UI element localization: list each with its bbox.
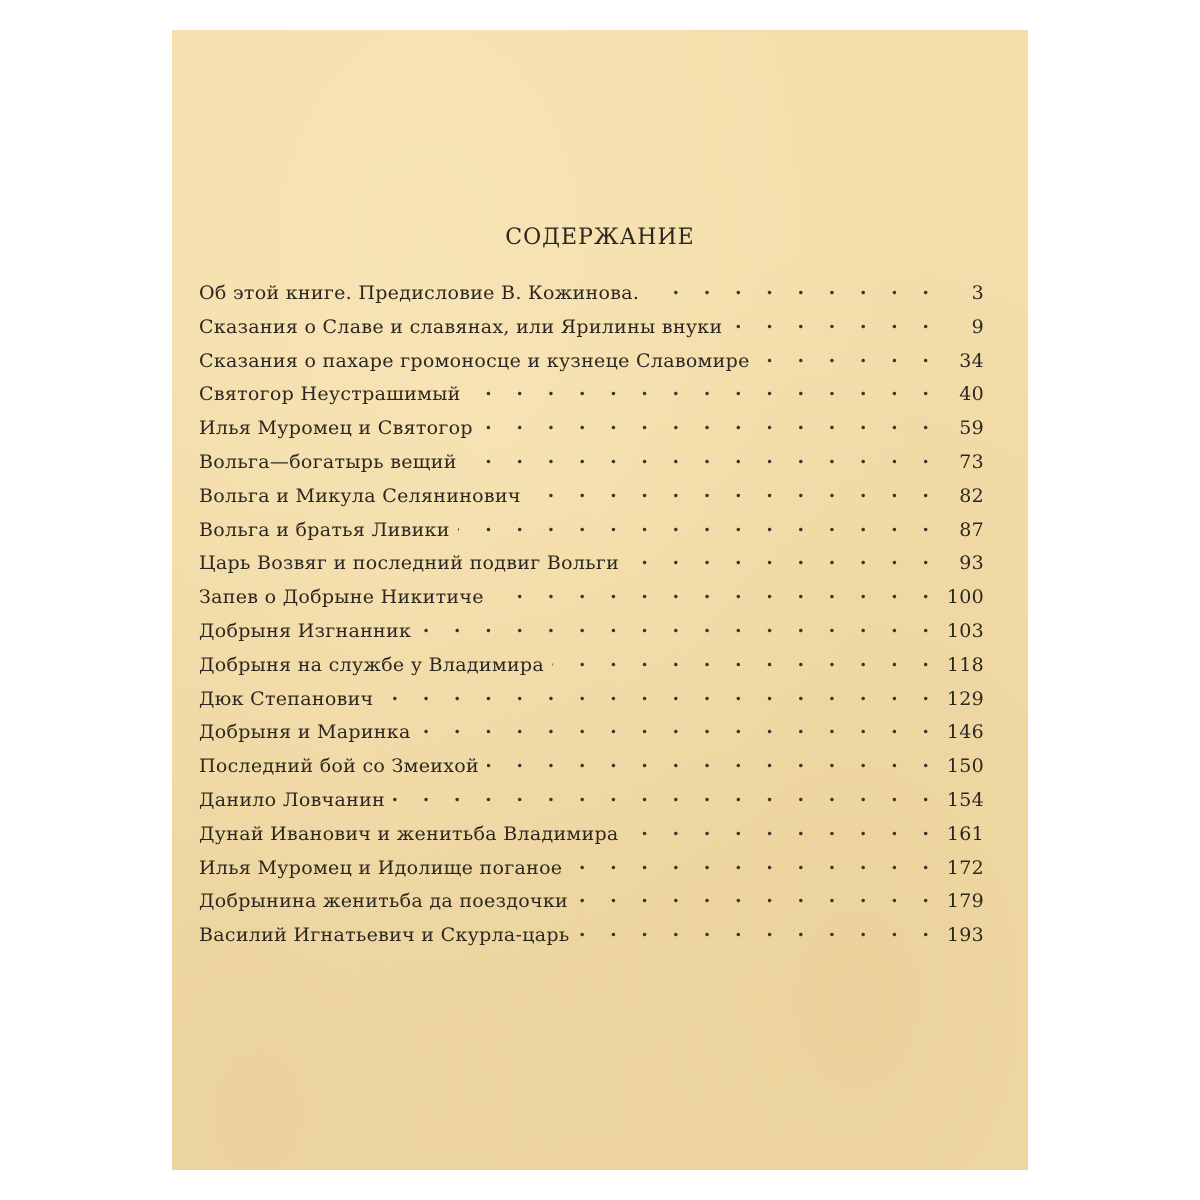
toc-entry-title: Добрынина женитьба да поездочки (199, 890, 568, 913)
toc-entry-title: Святогор Неустрашимый (199, 383, 461, 406)
toc-entry (199, 311, 984, 345)
toc-entry-title: Дунай Иванович и женитьба Владимира (199, 822, 619, 845)
toc-entry-title: Царь Возвяг и последний подвиг Вольги (199, 552, 620, 575)
toc-entry (199, 885, 984, 919)
toc-entry (199, 412, 984, 446)
dot-leader (730, 311, 938, 333)
dot-leader (393, 784, 938, 806)
book-page (172, 30, 1028, 1170)
toc-entry-title: Об этой книге. Предисловие В. Кожинова. (199, 282, 640, 304)
toc-entry-page: 93 (959, 552, 984, 575)
toc-entry-page: 150 (946, 755, 984, 778)
toc-entry (199, 446, 984, 480)
toc-entry (199, 581, 984, 615)
toc-entry-title: Последний бой со Змеихой (199, 755, 479, 778)
toc-entry-page: 154 (946, 788, 984, 811)
dot-leader (570, 852, 938, 874)
toc-entry-title: Илья Муромец и Святогор (199, 417, 473, 440)
dot-leader (529, 480, 938, 502)
toc-entry (199, 345, 984, 379)
toc-entry-title: Запев о Добрыне Никитиче (199, 586, 484, 609)
dot-leader (469, 378, 938, 400)
toc-entry-title: Добрыня на службе у Владимира (199, 653, 544, 676)
toc-entry-title: Данило Ловчанин (199, 788, 386, 811)
dot-leader (481, 412, 938, 434)
toc-entry-page: 100 (946, 586, 984, 609)
toc-entry-page: 82 (959, 484, 984, 507)
toc-entry (199, 784, 984, 818)
toc-entry-page: 179 (946, 890, 984, 913)
toc-entry-page: 129 (946, 687, 984, 710)
toc-entry-title: Добрыня и Маринка (199, 721, 411, 744)
toc-entry (199, 480, 984, 514)
toc-entry-title: Вольга—богатырь вещий (199, 450, 457, 473)
dot-leader (419, 716, 938, 738)
toc-entry-page: 146 (946, 721, 984, 744)
toc-entry-title: Сказания о Славе и славянах, или Ярилины внуки (199, 315, 723, 338)
toc-entry (199, 716, 984, 750)
toc-entry-page: 3 (971, 282, 984, 304)
dot-leader (647, 277, 938, 299)
toc-entry-page: 73 (959, 450, 984, 473)
dot-leader (487, 750, 938, 772)
toc-entry-page: 40 (959, 383, 984, 406)
toc-entry-page: 103 (946, 619, 984, 642)
toc-entry-page: 9 (971, 315, 984, 338)
dot-leader (465, 446, 938, 468)
dot-leader (578, 919, 938, 941)
dot-leader (381, 683, 938, 705)
toc-entry-title: Сказания о пахаре громоносце и кузнеце Славомире (199, 349, 750, 372)
toc-entry (199, 919, 984, 953)
toc-entry-page: 161 (946, 822, 984, 845)
dot-leader (627, 818, 938, 840)
toc-entry (199, 514, 984, 548)
dot-leader (419, 615, 938, 637)
dot-leader (576, 885, 938, 907)
table-of-contents (199, 277, 984, 953)
toc-entry-page: 118 (946, 653, 984, 676)
toc-entry-title: Вольга и братья Ливики (199, 518, 450, 541)
toc-entry (199, 683, 984, 717)
toc-entry-title: Василий Игнатьевич и Скурла-царь (199, 924, 570, 947)
toc-entry-page: 172 (946, 856, 984, 879)
toc-entry (199, 852, 984, 886)
toc-entry-page: 87 (959, 518, 984, 541)
toc-entry-title: Вольга и Микула Селянинович (199, 484, 521, 507)
toc-entry (199, 277, 984, 311)
toc-entry-page: 193 (946, 924, 984, 947)
toc-entry (199, 818, 984, 852)
dot-leader (552, 649, 938, 671)
page-title: СОДЕРЖАНИЕ (505, 225, 695, 250)
toc-entry-title: Дюк Степанович (199, 687, 374, 710)
dot-leader (458, 514, 938, 536)
toc-entry-title: Илья Муромец и Идолище поганое (199, 856, 563, 879)
toc-entry (199, 649, 984, 683)
toc-entry-title: Добрыня Изгнанник (199, 619, 412, 642)
dot-leader (758, 345, 938, 367)
toc-entry (199, 750, 984, 784)
toc-entry-page: 59 (959, 417, 984, 440)
dot-leader (627, 547, 938, 569)
toc-entry (199, 547, 984, 581)
toc-entry-page: 34 (959, 349, 984, 372)
toc-entry (199, 615, 984, 649)
dot-leader (492, 581, 938, 603)
toc-entry (199, 378, 984, 412)
